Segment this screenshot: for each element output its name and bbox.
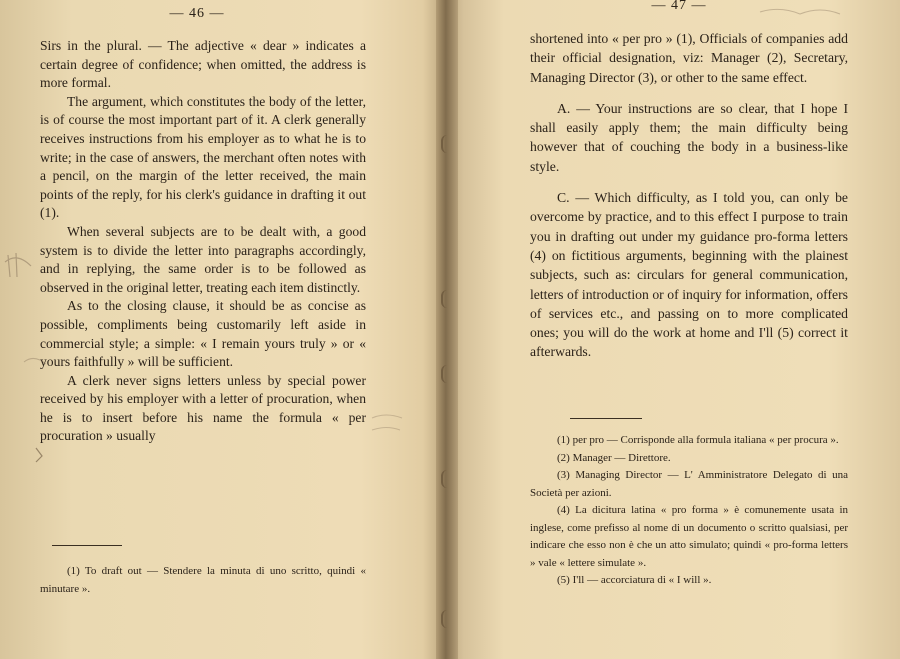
page-number: — 46 — [169,6,225,21]
binding-stitch [441,365,453,383]
page-46 [40,0,366,659]
footnote: (3) Managing Director — L' Amministratore Delegato di una Società per azioni. [530,469,848,499]
paragraph: Sirs in the plural. — The adjective « dear » indicates a certain degree of confidence; when omitted, the address is more formal. [40,38,366,91]
page-number: — 47 — [651,0,707,13]
body-text [40,37,366,446]
paragraph: The argument, which constitutes the body of the letter, is of course the most important part of it. A clerk generally receives instructions from his employer as to what he is to write; in the case of answers, the merchant often notes with a pencil, on the margin of the letter received, the main points of the reply, for his clerk's guidance in drafting it out (1). [40,93,366,221]
footnote: (2) Manager — Direttore. [557,451,671,464]
paragraph: A. — Your instructions are so clear, that I hope I shall easily apply them; the main difficulty being however that of couching the body in a business-like style. [530,100,848,174]
binding-stitch [441,135,453,153]
paragraph: A clerk never signs letters unless by special power received by his employer with a letter of procuration, when he is to insert before his name the formula « per procuration » usually [40,372,366,444]
footnote: (1) per pro — Corrisponde alla formula italiana « per procura ». [557,434,839,446]
footnote-rule [52,545,122,546]
footnote: (4) La dicitura latina « pro forma » è comunemente usata in inglese, come prefisso al nome di un documento o scritto qualsiasi, per indicare che esso non è che un atto simulato; quindi « pro-forma letters » vale « lettere simulate ». [530,504,848,569]
binding-stitch [441,470,453,488]
body-text [530,29,848,362]
binding-stitch [441,290,453,308]
paragraph: When several subjects are to be dealt with, a good system is to divide the letter into paragraphs accordingly, and in replying, the same order is to be followed as observed in the original letter, treating each item distinctly. [40,223,366,295]
binding-stitch [441,610,453,628]
footnote: (5) I'll — accorciatura di « I will ». [557,574,712,586]
footnote-rule [570,418,642,419]
paragraph: shortened into « per pro » (1), Officials of companies add their official designation, viz: Manager (2), Secretary, Managing Director (3), or other to the same effect. [530,31,848,85]
book-gutter [436,0,458,659]
paragraph: As to the closing clause, it should be as concise as possible, compliments being customarily left aside in commercial style; a simple: « I remain yours truly » or « yours faithfully » will be sufficient. [40,298,366,370]
page-47 [530,0,848,659]
footnotes [530,432,848,590]
footnote: (1) To draft out — Stendere la minuta di uno scritto, quindi « minutare ». [40,565,366,595]
paragraph: C. — Which difficulty, as I told you, can only be overcome by practice, and to this effect I purpose to train you in drafting out under my guidance pro-forma letters (4) on fictitious arguments, beginning with the plainest subjects, such as: circulars for general communication, letters of introduction or of inquiry for information, offers of services etc., and passing on to more complicated ones; you will do the work at home and I'll (5) correct it afterwards. [530,190,848,360]
footnotes [40,563,366,598]
